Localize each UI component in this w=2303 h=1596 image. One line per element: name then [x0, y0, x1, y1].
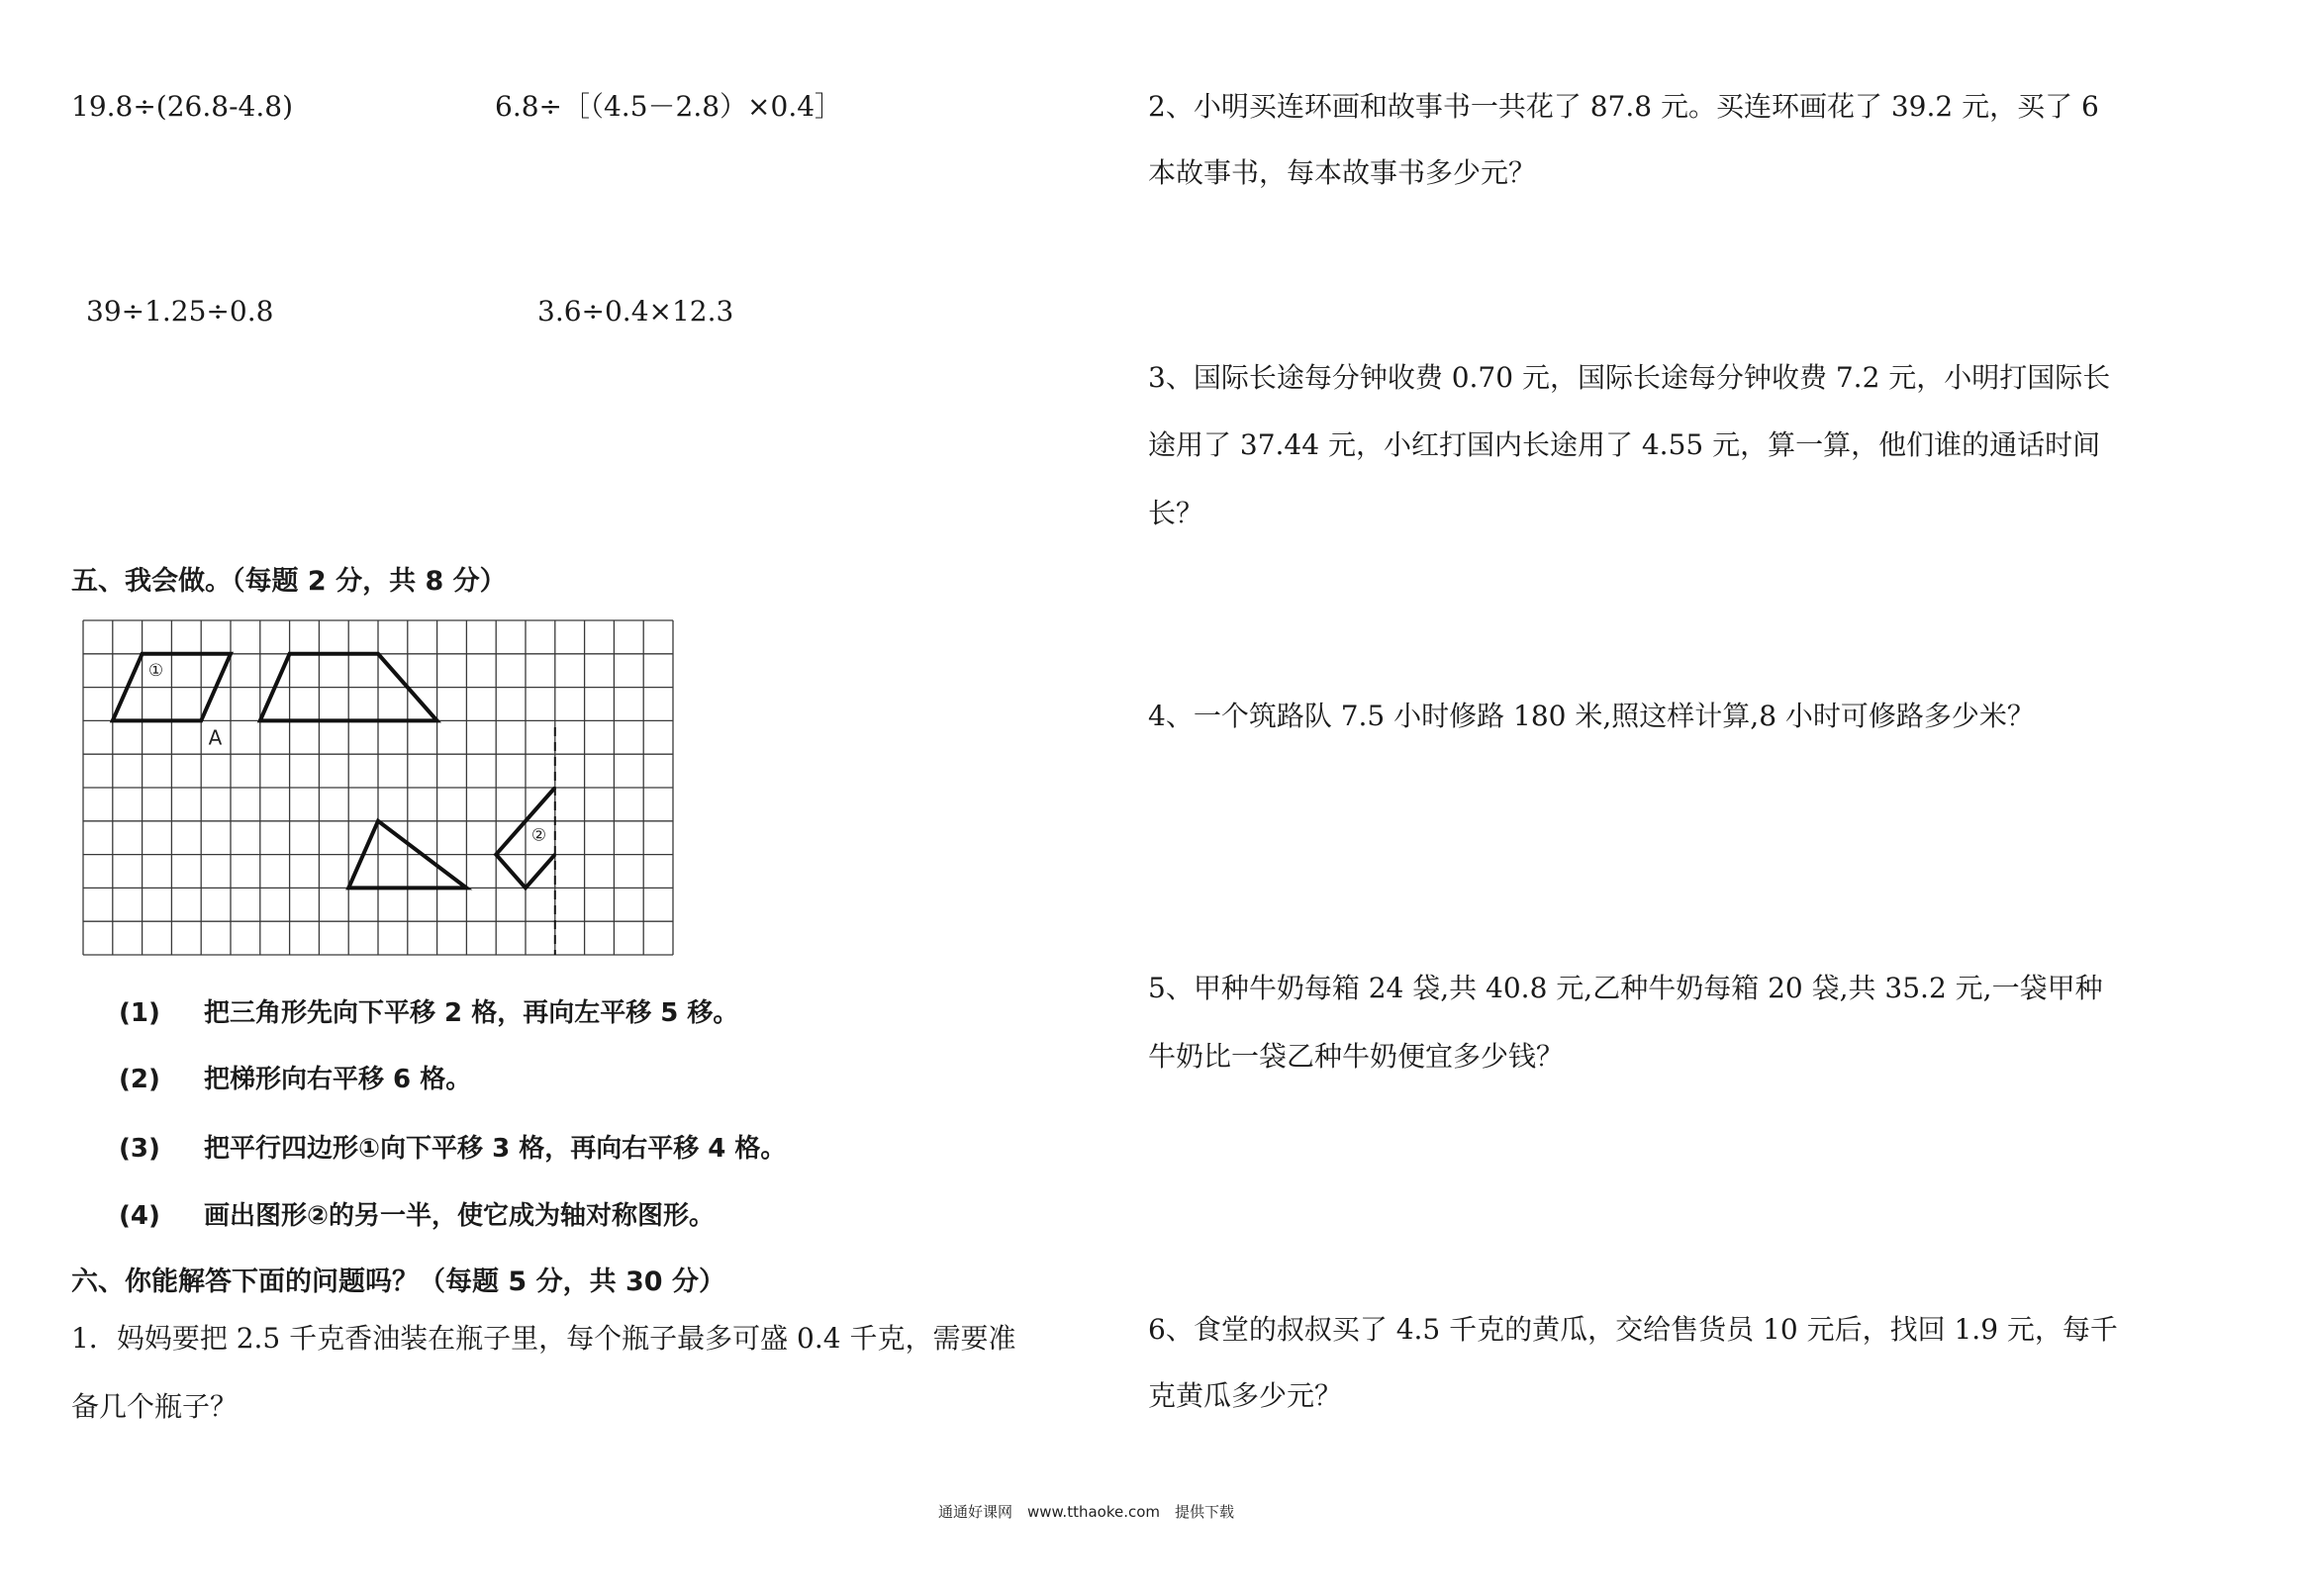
- page-footer: 通通好课网 www.tthaoke.com 提供下载: [938, 1503, 1235, 1521]
- problem-2-line-1: 2、小明买连环画和故事书一共花了 87.8 元。买连环画花了 39.2 元，买了 6: [1148, 90, 2099, 123]
- task-number: (2): [119, 1065, 160, 1094]
- task-1: [119, 999, 738, 1027]
- calc-expression-4: 3.6÷0.4×12.3: [537, 295, 734, 328]
- section5-heading: 五、我会做。（每题 2 分，共 8 分）: [71, 566, 507, 597]
- task-number: (3): [119, 1134, 160, 1164]
- problem-1-line-2: 备几个瓶子？: [71, 1390, 239, 1423]
- problem-5-line-2: 牛奶比一袋乙种牛奶便宜多少钱？: [1148, 1040, 1565, 1073]
- square-grid-figure: [83, 620, 673, 955]
- problem-6-line-1: 6、食堂的叔叔买了 4.5 千克的黄瓜，交给售货员 10 元后，找回 1.9 元，每千: [1148, 1313, 2118, 1346]
- problem-5-line-1: 5、甲种牛奶每箱 24 袋,共 40.8 元,乙种牛奶每箱 20 袋,共 35.2 元,一袋甲种: [1148, 972, 2103, 1004]
- problem-3-line-2: 途用了 37.44 元，小红打国内长途用了 4.55 元，算一算，他们谁的通话时间: [1148, 428, 2101, 461]
- problem-6-line-2: 克黄瓜多少元？: [1148, 1379, 1343, 1412]
- figure2-label: ②: [530, 825, 547, 846]
- problem-3-line-1: 3、国际长途每分钟收费 0.70 元，国际长途每分钟收费 7.2 元，小明打国际长: [1148, 361, 2111, 394]
- calc-expression-1: 19.8÷(26.8-4.8): [71, 90, 293, 123]
- task-number: (1): [119, 998, 160, 1028]
- task-text: 把梯形向右平移 6 格。: [204, 1065, 472, 1094]
- task-2: [119, 1066, 471, 1093]
- point-a-label: A: [208, 725, 223, 750]
- task-text: 把平行四边形①向下平移 3 格，再向右平移 4 格。: [204, 1134, 787, 1164]
- calc-expression-3: 39÷1.25÷0.8: [86, 295, 274, 328]
- problem-1-line-1: 1．妈妈要把 2.5 千克香油装在瓶子里，每个瓶子最多可盛 0.4 千克，需要准: [71, 1322, 1016, 1355]
- problem-3-line-3: 长？: [1148, 497, 1204, 529]
- task-3: [119, 1135, 786, 1163]
- problem-2-line-2: 本故事书，每本故事书多少元？: [1148, 156, 1537, 189]
- task-text: 画出图形②的另一半，使它成为轴对称图形。: [204, 1201, 716, 1231]
- task-4: [119, 1202, 715, 1230]
- parallelogram-label: ①: [147, 661, 164, 681]
- section6-heading: 六、你能解答下面的问题吗？（每题 5 分，共 30 分）: [71, 1267, 725, 1297]
- task-number: (4): [119, 1201, 160, 1231]
- problem-4-line-1: 4、一个筑路队 7.5 小时修路 180 米,照这样计算,8 小时可修路多少米？: [1148, 700, 2035, 732]
- grid-lines: [83, 620, 673, 955]
- task-text: 把三角形先向下平移 2 格，再向左平移 5 移。: [204, 998, 739, 1028]
- calc-expression-2: 6.8÷［（4.5－2.8）×0.4］: [495, 90, 843, 123]
